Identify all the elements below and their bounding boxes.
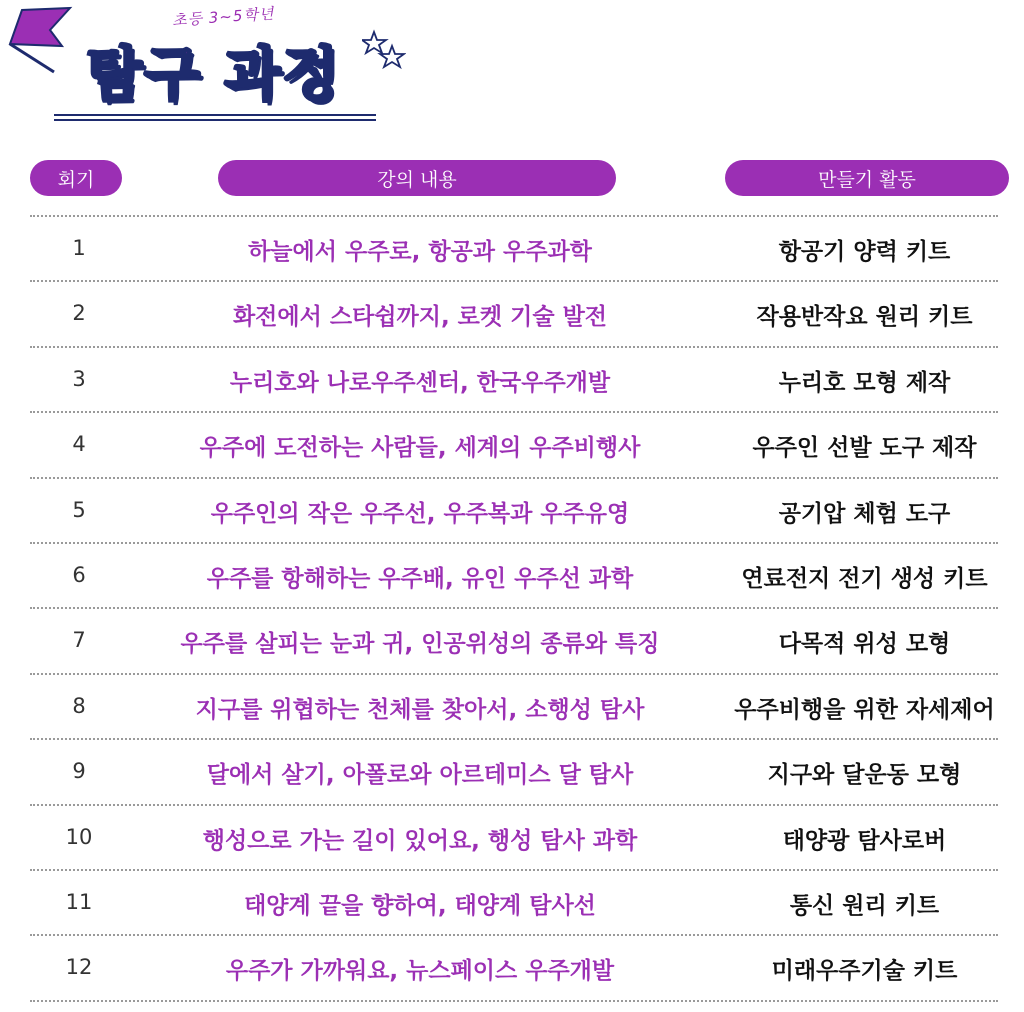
activity-title: 통신 원리 키트 (789, 893, 940, 919)
session-number: 8 (72, 693, 86, 718)
activity-title: 다목적 위성 모형 (778, 631, 951, 658)
subtitle: 초등 3~5학년 (171, 4, 275, 30)
session-number: 5 (72, 497, 86, 522)
lecture-title: 달에서 살기, 아폴로와 아르테미스 달 탐사 (206, 762, 634, 789)
lecture-title: 우주가 가까워요, 뉴스페이스 우주개발 (225, 958, 615, 985)
session-number: 2 (72, 301, 86, 326)
lecture-title: 우주에 도전하는 사람들, 세계의 우주비행사 (199, 435, 641, 462)
session-number: 9 (72, 759, 86, 784)
session-number: 12 (65, 955, 93, 980)
flag-icon (0, 0, 90, 80)
lecture-title: 우주를 살피는 눈과 귀, 인공위성의 종류와 특징 (180, 631, 660, 658)
table-row (0, 347, 1024, 411)
activity-title: 누리호 모형 제작 (778, 369, 951, 396)
table-row (0, 674, 1024, 738)
session-number: 6 (72, 563, 86, 587)
activity-title: 태양광 탐사로버 (782, 827, 947, 854)
activity-title: 지구와 달운동 모형 (767, 762, 962, 789)
title-underline (54, 114, 376, 124)
lecture-title: 화전에서 스타쉽까지, 로켓 기술 발전 (232, 304, 608, 331)
session-number: 7 (72, 628, 86, 653)
table-row (0, 870, 1024, 934)
activity-title: 항공기 양력 키트 (778, 239, 951, 265)
row-divider (30, 1000, 998, 1002)
table-row (0, 281, 1024, 345)
activity-title: 작용반작요 원리 키트 (756, 304, 973, 331)
lecture-title: 하늘에서 우주로, 항공과 우주과학 (248, 239, 592, 265)
activity-title: 미래우주기술 키트 (771, 958, 958, 985)
session-number: 11 (65, 890, 93, 914)
activity-title: 공기압 체험 도구 (778, 500, 951, 527)
lecture-title: 지구를 위협하는 천체를 찾아서, 소행성 탐사 (195, 696, 645, 723)
lecture-title: 우주인의 작은 우주선, 우주복과 우주유영 (210, 500, 630, 527)
table-row (0, 805, 1024, 869)
table-row (0, 608, 1024, 672)
column-header-lecture: 강의 내용 (218, 160, 616, 196)
stars-icon (362, 28, 406, 72)
table-row (0, 478, 1024, 542)
session-number: 10 (65, 824, 93, 849)
table-row (0, 739, 1024, 803)
activity-title: 우주비행을 위한 자세제어 (734, 696, 995, 723)
session-number: 1 (72, 236, 86, 260)
page-title: 탐구 과정 (86, 40, 341, 108)
column-header-session: 회기 (30, 160, 122, 196)
session-number: 4 (72, 432, 86, 457)
lecture-title: 행성으로 가는 길이 있어요, 행성 탐사 과학 (202, 827, 638, 854)
session-number: 3 (72, 366, 86, 391)
table-row (0, 543, 1024, 607)
table-row (0, 935, 1024, 999)
activity-title: 연료전지 전기 생성 키트 (741, 566, 988, 592)
lecture-title: 우주를 항해하는 우주배, 유인 우주선 과학 (206, 566, 634, 592)
table-row (0, 216, 1024, 280)
lecture-title: 태양계 끝을 향하여, 태양계 탐사선 (244, 893, 596, 919)
column-header-activity: 만들기 활동 (725, 160, 1009, 196)
lecture-title: 누리호와 나로우주센터, 한국우주개발 (229, 369, 611, 396)
table-row (0, 412, 1024, 476)
activity-title: 우주인 선발 도구 제작 (752, 435, 977, 462)
